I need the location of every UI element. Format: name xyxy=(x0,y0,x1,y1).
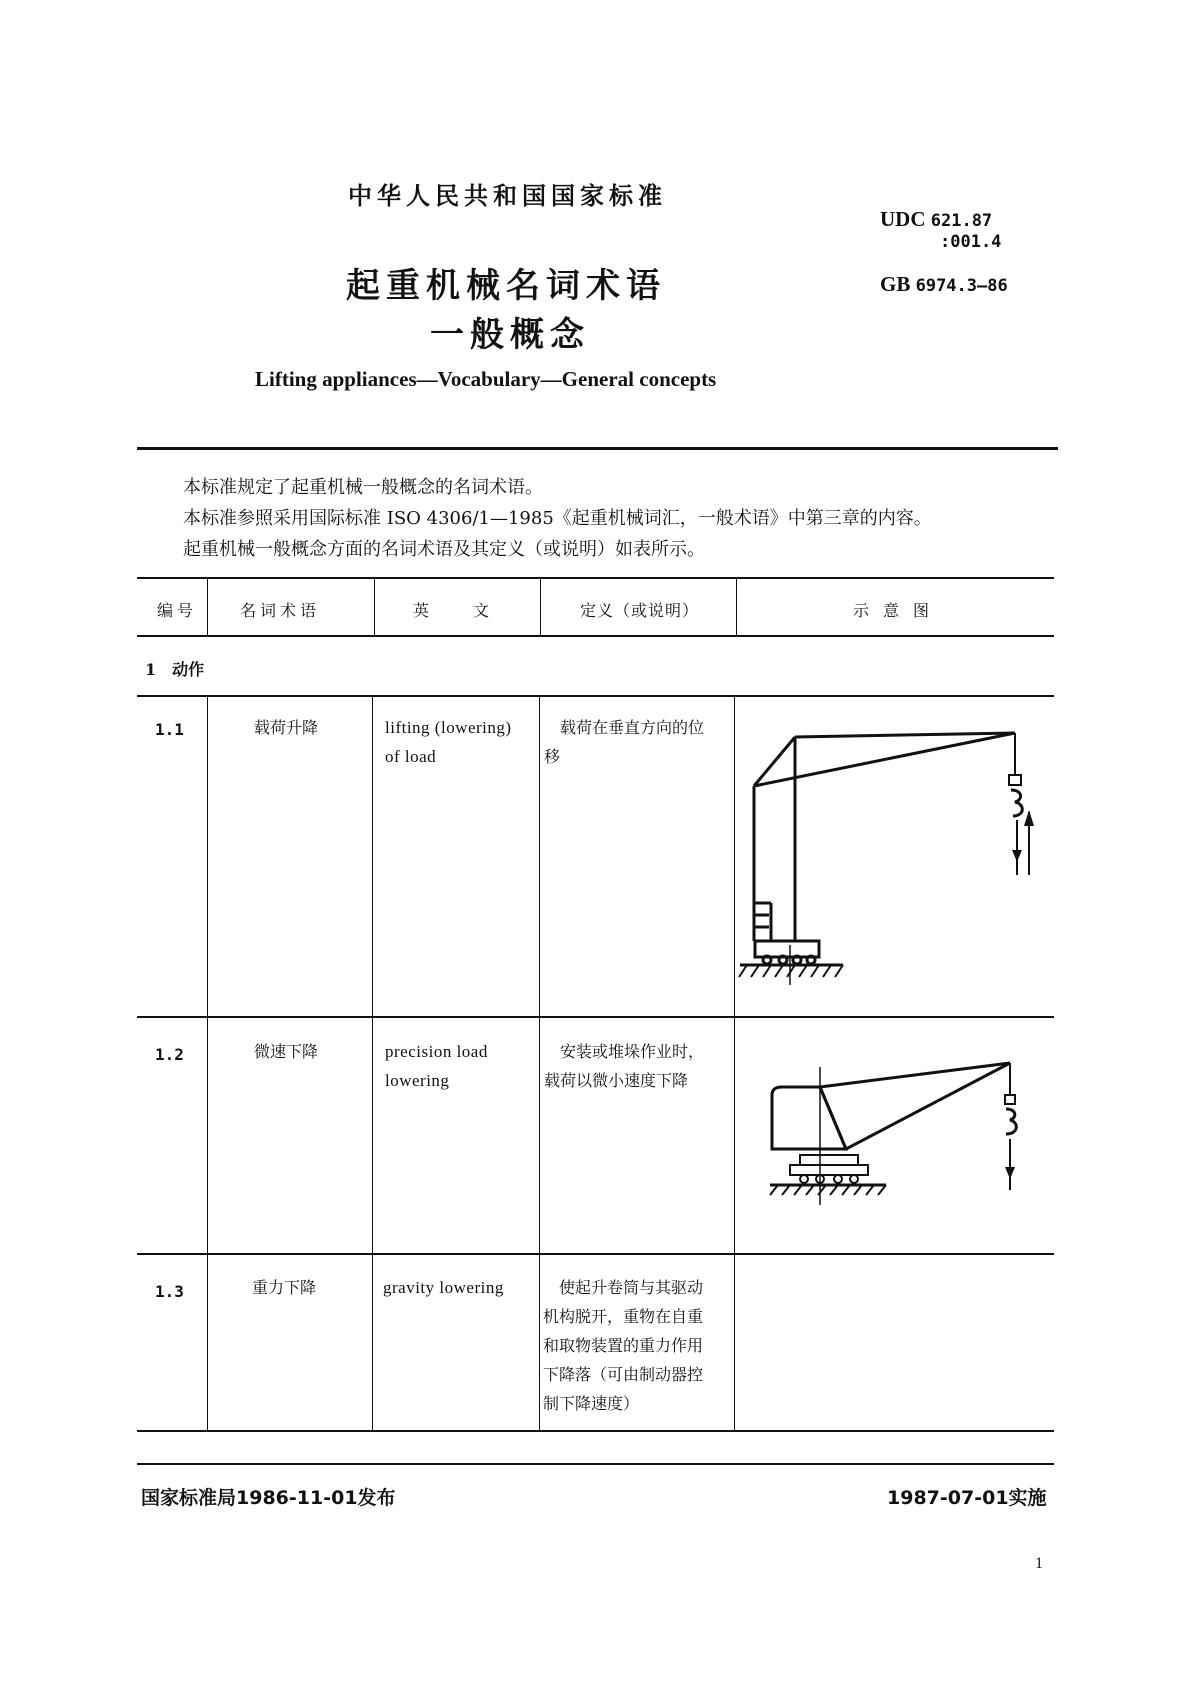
table-col-rule xyxy=(374,577,375,637)
intro-line: 起重机械一般概念方面的名词术语及其定义（或说明）如表所示。 xyxy=(183,539,705,560)
english-title: Lifting appliances—Vocabulary—General concepts xyxy=(255,367,717,391)
gb-code xyxy=(880,272,1008,297)
row-id: 1.2 xyxy=(155,1045,184,1064)
effective-date: 1987-07-01实施 xyxy=(887,1487,1047,1509)
table-col-rule xyxy=(736,577,737,637)
top-rule xyxy=(137,447,1058,450)
row-id: 1.1 xyxy=(155,720,184,739)
crane-lifting-diagram xyxy=(735,700,1055,1000)
row-definition-line: 使起升卷筒与其驱动 xyxy=(543,1278,704,1297)
issue-date: 国家标准局1986-11-01发布 xyxy=(141,1487,396,1509)
gb-number: 6974.3—86 xyxy=(915,276,1008,296)
row-id: 1.3 xyxy=(155,1282,184,1301)
header-cell-diagram: 示意图 xyxy=(853,601,944,620)
row-definition-line: 载荷以微小速度下降 xyxy=(544,1071,689,1090)
section-label: 1 动作 xyxy=(145,660,205,679)
table-col-rule xyxy=(540,577,541,637)
crane-precision-lowering-diagram xyxy=(760,1055,1040,1225)
udc-number: 621.87 xyxy=(930,211,993,231)
row-definition-line: 制下降速度） xyxy=(543,1394,640,1413)
row-definition-line: 机构脱开，重物在自重 xyxy=(543,1307,704,1326)
row-definition-line: 和取物装置的重力作用 xyxy=(543,1336,704,1355)
table-rule xyxy=(137,1430,1054,1432)
table-rule xyxy=(137,1253,1054,1255)
table-rule xyxy=(137,695,1054,697)
footer-rule xyxy=(137,1463,1054,1465)
table-col-rule xyxy=(539,695,540,1431)
header-cell-english: 英 文 xyxy=(413,601,504,620)
row-english-line: gravity lowering xyxy=(383,1278,504,1297)
page-number: 1 xyxy=(1035,1555,1043,1572)
header-cell-term: 名词术语 xyxy=(240,601,321,620)
table-col-rule xyxy=(207,577,208,637)
header-cell-id: 编号 xyxy=(157,601,198,620)
document-subtitle: 一般概念 xyxy=(430,315,590,355)
table-rule xyxy=(137,1016,1054,1018)
table-col-rule xyxy=(372,695,373,1431)
udc-code xyxy=(880,207,992,232)
row-english-line: of load xyxy=(385,747,437,766)
row-english-line: lowering xyxy=(385,1071,450,1090)
table-col-rule xyxy=(207,695,208,1431)
udc-suffix: :001.4 xyxy=(940,232,1002,252)
row-term: 载荷升降 xyxy=(254,718,319,737)
header-cell-definition: 定义（或说明） xyxy=(580,601,700,620)
standard-name: 中华人民共和国国家标准 xyxy=(348,182,667,210)
intro-line: 本标准参照采用国际标准 ISO 4306/1—1985《起重机械词汇，一般术语》中第三章的内容。 xyxy=(183,508,932,529)
table-rule xyxy=(137,635,1054,637)
table-rule xyxy=(137,577,1054,579)
row-term: 微速下降 xyxy=(254,1042,319,1061)
row-english-line: lifting (lowering) xyxy=(385,718,512,737)
row-term: 重力下降 xyxy=(252,1278,317,1297)
row-english-line: precision load xyxy=(385,1042,488,1061)
row-definition-line: 下降落（可由制动器控 xyxy=(543,1365,704,1384)
gb-label: GB xyxy=(880,272,911,296)
intro-line: 本标准规定了起重机械一般概念的名词术语。 xyxy=(183,477,543,498)
row-definition-line: 移 xyxy=(544,747,561,766)
row-definition-line: 安装或堆垛作业时， xyxy=(544,1042,705,1061)
udc-label: UDC xyxy=(880,207,926,231)
row-definition-line: 载荷在垂直方向的位 xyxy=(544,718,705,737)
document-title: 起重机械名词术语 xyxy=(346,266,666,306)
